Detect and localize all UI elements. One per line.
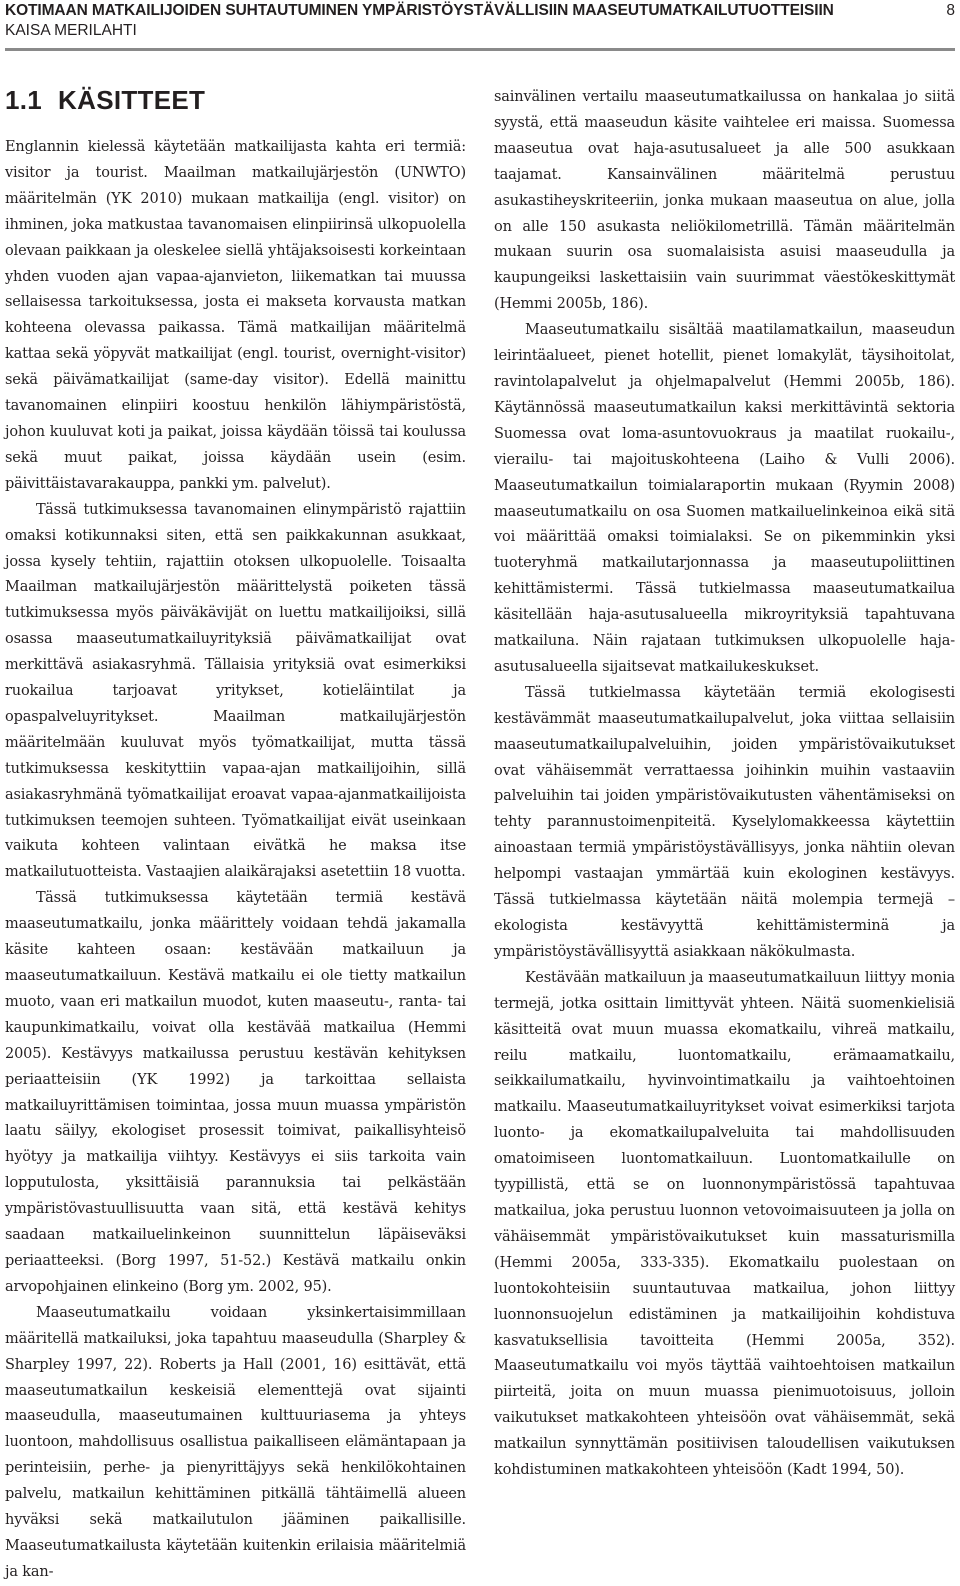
author-name: KAISA MERILAHTI xyxy=(5,22,137,39)
right-column xyxy=(494,85,955,1484)
section-heading xyxy=(5,84,466,116)
running-title: KOTIMAAN MATKAILIJOIDEN SUHTAUTUMINEN YMPÄRISTÖYSTÄVÄLLISIIN MAASEUTUMATKAILUTUOTTEISIIN xyxy=(5,2,834,19)
section-title: KÄSITTEET xyxy=(58,85,206,115)
paragraph: Kestävään matkailuun ja maaseutumatkailuun liittyy monia termejä, jotka osittain limittyvät yhteen. Näitä suomenkielisiä käsitteitä ovat muun muassa ekomatkailu, vihreä matkailu, reilu matkailu, luontomatkailu, erämaamatkailu, seikkailumatkailu, hyvinvointimatkailu ja vaihtoehtoinen matkailu. Maaseutumatkailuyritykset voivat esimerkiksi tarjota luonto- ja ekomatkailupalveluita tai mahdollisuuden omatoimiseen luontomatkailuun. Luontomatkailulle on tyypillistä, että se on luonnonympäristössä tapahtuvaa matkailua, joka perustuu luonnon vetovoimaisuuteen ja jolla on vähäisemmät ympäristövaikutukset kuin massaturismilla (Hemmi 2005a, 333-335). Ekomatkailu puolestaan on luontokohteisiin suuntautuvaa matkailua, johon liittyy luonnonsuojelun edistäminen ja matkailijoihin kohdistuva kasvatuksellisia tavoitteita (Hemmi 2005a, 352). Maaseutumatkailu voi myös täyttää vaihtoehtoisen matkailun piirteitä, joita on muun muassa pienimuotoisuus, jolloin vaikutukset matkakohteen yhteisöön ovat vähäisemmät, sekä matkailun synnyttämän positiivisen taloudellisen vaikutuksen kohdistuminen matkakohteen yhteisöön (Kadt 1994, 50). xyxy=(494,969,955,1479)
page-header xyxy=(5,0,955,51)
paragraph: Maaseutumatkailu sisältää maatilamatkailun, maaseudun leirintäalueet, pienet hotellit, pienet lomakylät, täysihoitolat, ravintolapalvelut ja ohjelmapalvelut (Hemmi 2005b, 186). Käytännössä maaseutumatkailun kaksi merkittävintä sektoria Suomessa ovat loma-asuntovuokraus ja maatilat ruokailu-, vierailu- tai majoituskohteena (Laiho & Vulli 2006). Maaseutumatkailun toimialaraportin mukaan (Ryymin 2008) maaseutumatkailu on osa Suomen matkailuelinkeinoa eikä sitä voi määrittää omaksi toimialaksi. Se on pikemminkin yksi tuoteryhmä matkailutarjonnassa ja maaseutupoliittinen kehittämistermi. Tässä tutkielmassa maaseutumatkailua käsitellään haja-asutusalueella mikroyrityksiä tapahtuvana matkailuna. Näin rajataan tutkimuksen ulkopuolelle haja-asutusalueella sijaitsevat matkailukeskukset. xyxy=(494,322,955,675)
left-column xyxy=(5,84,466,1586)
paragraph: Tässä tutkimuksessa käytetään termiä kestävä maaseutumatkailu, jonka määrittely voidaan tehdä jakamalla käsite kahteen osaan: kestävään matkailuun ja maaseutumatkailuun. Kestävä matkailu ei ole tietty matkailun muoto, vaan eri matkailun muodot, kuten maaseutu-, ranta- tai kaupunkimatkailu, voivat olla kestävää matkailua (Hemmi 2005). Kestävyys matkailussa perustuu kestävän kehityksen periaatteisiin (YK 1992) ja tarkoittaa sellaista matkailuyrittämisen toimintaa, jossa muun muassa ympäristön laatu säilyy, ekologiset prosessit toimivat, paikallisyhteisö hyötyy ja matkailija viihtyy. Kestävyys ei siis tarkoita vain lopputulosta, yksittäisiä parannuksia tai pelkästään ympäristövastuullisuutta vaan sitä, että kestävä kehitys saadaan matkailuelinkeinon suunnittelun läpäiseväksi periaatteeksi. (Borg 1997, 51-52.) Kestävä matkailu onkin arvopohjainen elinkeino (Borg ym. 2002, 95). xyxy=(5,890,466,1295)
page-number: 8 xyxy=(946,2,955,19)
paragraph: Englannin kielessä käytetään matkailijasta kahta eri termiä: visitor ja tourist. Maailman matkailujärjestön (UNWTO) määritelmän (YK 2010) mukaan matkailija (engl. visitor) on ihminen, joka matkustaa tavanomaisen elinpiirinsä ulkopuolella olevaan paikkaan ja oleskelee siellä yhtäjaksoisesti korkeintaan yhden vuoden ajan vapaa-ajanvieton, liikematkan tai muussa sellaisessa tarkoituksessa, josta ei makseta korvausta matkan kohteena olevassa paikassa. Tämä matkailijan määritelmä kattaa sekä yöpyvät matkailijat (engl. tourist, overnight-visitor) sekä päivämatkailijat (same-day visitor). Edellä mainittu tavanomainen elinpiiri koostuu henkilön lähiympäristöstä, johon kuuluvat koti ja paikat, joissa käydään töissä tai koulussa sekä muut paikat, joissa käydään usein (esim. päivittäistavarakauppa, pankki ym. palvelut). xyxy=(5,139,466,492)
paragraph: Tässä tutkimuksessa tavanomainen elinympäristö rajattiin omaksi kotikunnaksi siten, että sen paikkakunnan asukkaat, jossa kysely tehtiin, rajattiin otoksen ulkopuolelle. Toisaalta Maailman matkailujärjestön määrittelystä poiketen tässä tutkimuksessa myös päiväkävijät on luettu matkailijoiksi, sillä osassa maaseutumatkailuyrityksiä päivämatkailijat ovat merkittävä asiakasryhmä. Tällaisia yrityksiä ovat esimerkiksi ruokailua tarjoavat yritykset, kotieläintilat ja opaspalveluyritykset. Maailman matkailujärjestön määritelmään kuuluvat myös työmatkailijat, mutta tässä tutkimuksessa keskityttiin vapaa-ajan matkailijoihin, sillä asiakasryhmänä työmatkailijat eroavat vapaa-ajanmatkailijoista tutkimuksen teemojen suhteen. Työmatkailijat eivät useinkaan vaikuta kohteen valintaan eivätkä he maksa itse matkailutuotteista. Vastaajien alaikärajaksi asetettiin 18 vuotta. xyxy=(5,501,466,881)
paragraph: Tässä tutkielmassa käytetään termiä ekologisesti kestävämmät maaseutumatkailupalvelut, joka viittaa sellaisiin maaseutumatkailupalveluihin, joiden ympäristövaikutukset ovat vähäisemmät verrattaessa joihinkin muihin vastaaviin palveluihin tai joiden ympäristövaikutusten vähentämiseksi on tehty parannustoimenpiteitä. Kyselylomakkeessa käytettiin ainoastaan termiä ympäristöystävällisyys, jonka nähtiin olevan helpompi vastaajan ymmärtää kuin ekologinen kestävyys. Tässä tutkielmassa käytetään näitä molempia termejä – ekologista kestävyyttä kehittämisterminä ja ympäristöystävällisyyttä asiakkaan näkökulmasta. xyxy=(494,684,955,960)
paragraph: sainvälinen vertailu maaseutumatkailussa on hankalaa jo siitä syystä, että maaseudun käsite vaihtelee eri maissa. Suomessa maaseutua ovat haja-asutusalueet ja alle 500 asukkaan taajamat. Kansainvälinen määritelmä perustuu asukastiheyskriteeriin, jonka mukaan maaseutua on alue, jolla on alle 150 asukasta neliökilometrillä. Tämän määritelmän mukaan suurin osa suomalaisista asuisi maaseudulla ja kaupungeiksi laskettaisiin vain suurimmat väestökeskittymät (Hemmi 2005b, 186). xyxy=(494,89,955,313)
paragraph: Maaseutumatkailu voidaan yksinkertaisimmillaan määritellä matkailuksi, joka tapahtuu maaseudulla (Sharpley & Sharpley 1997, 22). Roberts ja Hall (2001, 16) esittävät, että maaseutumatkailun keskeisiä elementtejä ovat sijainti maaseudulla, maaseutumainen kulttuuriasema ja yhteys luontoon, mahdollisuus osallistua paikalliseen elämäntapaan ja perinteisiin, perhe- ja pienyrittäjyys sekä henkilökohtainen palvelu, matkailun kehittäminen pitkällä tähtäimellä alueen hyväksi sekä matkailutulon jääminen paikallisille. Maaseutumatkailusta käytetään kuitenkin erilaisia määritelmiä ja kan- xyxy=(5,1304,466,1580)
section-number: 1.1 xyxy=(5,85,43,115)
